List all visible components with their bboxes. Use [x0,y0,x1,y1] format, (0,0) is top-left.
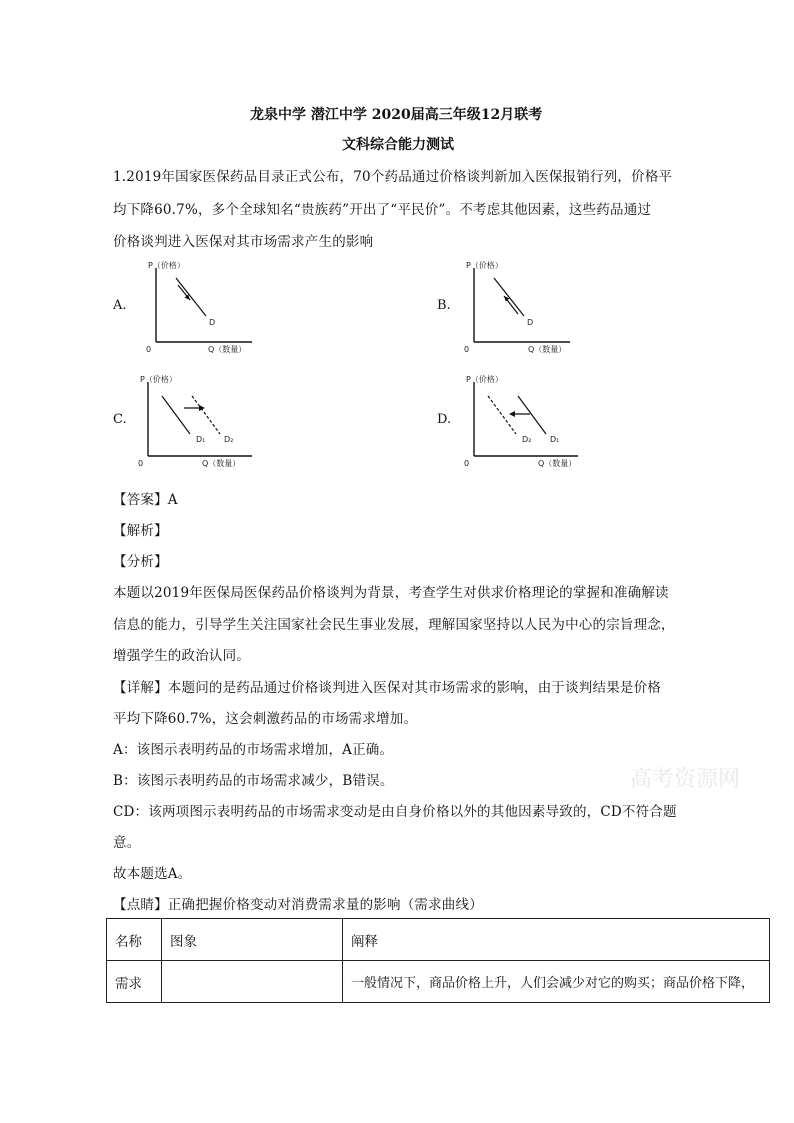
arrowhead-icon [509,411,515,417]
demand-curve [494,278,524,316]
table-header-row [107,919,770,961]
header-cell-explanation: 阐释 [343,919,770,961]
exam-subtitle: 文科综合能力测试 [342,137,454,153]
cell-explanation: 一般情况下，商品价格上升，人们会减少对它的购买；商品价格下降， [343,961,770,1003]
detail-line-2: 平均下降60.7%，这会刺激药品的市场需求增加。 [113,711,418,727]
option-d-graph [458,372,588,472]
option-c-label: C. [113,412,127,427]
fenxi-heading: 【分析】 [113,554,168,570]
origin-label: 0 [138,459,144,468]
p-axis-label: P（价格） [148,261,185,270]
conclusion-line: 故本题选A。 [113,866,192,882]
answer-line: 【答案】A [113,492,178,508]
p-axis-label: P（价格） [466,375,503,384]
curve-label-d2: D₂ [522,435,532,444]
curve-label: D [209,318,216,327]
note-b: B：该图示表明药品的市场需求减少，B错误。 [113,773,394,789]
demand-curve [176,278,206,316]
analysis-line-3: 增强学生的政治认同。 [113,648,250,664]
demand-curve-d1 [518,396,546,434]
q-axis-label: Q（数量） [208,345,247,354]
note-cd-line-2: 意。 [113,835,141,851]
dianjing-line: 【点睛】正确把握价格变动对消费需求量的影响（需求曲线） [113,897,483,913]
curve-label: D [527,318,534,327]
note-cd-line-1: CD：该两项图示表明药品的市场需求变动是由自身价格以外的其他因素导致的，CD不符合题 [113,804,677,820]
q-axis-label: Q（数量） [202,459,241,468]
note-a: A：该图示表明药品的市场需求增加，A正确。 [113,742,394,758]
detail-line-1: 【详解】本题问的是药品通过价格谈判进入医保对其市场需求的影响，由于谈判结果是价格 [113,680,661,696]
demand-curve-d2 [192,396,220,434]
question-line-2: 均下降60.7%，多个全球知名“贵族药”开出了“平民价”。不考虑其他因素，这些药品通过 [113,202,652,218]
watermark: 高考资源网 [630,767,741,792]
q-axis-label: Q（数量） [538,459,577,468]
curve-label-d1: D₁ [550,435,560,444]
option-d-label: D. [437,412,452,427]
option-b-label: B. [437,298,451,313]
header-cell-graph: 图象 [162,919,343,961]
header-cell-name: 名称 [107,919,162,961]
option-a-graph [140,258,260,358]
origin-label: 0 [464,345,470,354]
question-line-1: 1.2019年国家医保药品目录正式公布，70个药品通过价格谈判新加入医保报销行列，价格平 [113,169,673,185]
option-b-graph [458,258,578,358]
option-c-graph [132,372,262,472]
p-axis-label: P（价格） [466,261,503,270]
p-axis-label: P（价格） [140,375,177,384]
q-axis-label: Q（数量） [528,345,567,354]
analysis-line-1: 本题以2019年医保局医保药品价格谈判为背景，考查学生对供求价格理论的掌握和准确解读 [113,585,669,601]
origin-label: 0 [464,459,470,468]
demand-curve-d1 [162,396,190,434]
question-line-3: 价格谈判进入医保对其市场需求产生的影响 [113,234,374,250]
option-a-label: A. [113,298,127,313]
curve-label-d1: D₁ [196,435,206,444]
curve-label-d2: D₂ [224,435,234,444]
exam-title: 龙泉中学 潜江中学 2020届高三年级12月联考 [250,107,543,123]
origin-label: 0 [146,345,152,354]
cell-graph [162,961,343,1003]
summary-table [106,918,770,1003]
jiexi-heading: 【解析】 [113,523,168,539]
analysis-line-2: 信息的能力，引导学生关注国家社会民生事业发展，理解国家坚持以人民为中心的宗旨理念， [113,617,675,633]
cell-name: 需求 [107,961,162,1003]
table-row [107,961,770,1003]
